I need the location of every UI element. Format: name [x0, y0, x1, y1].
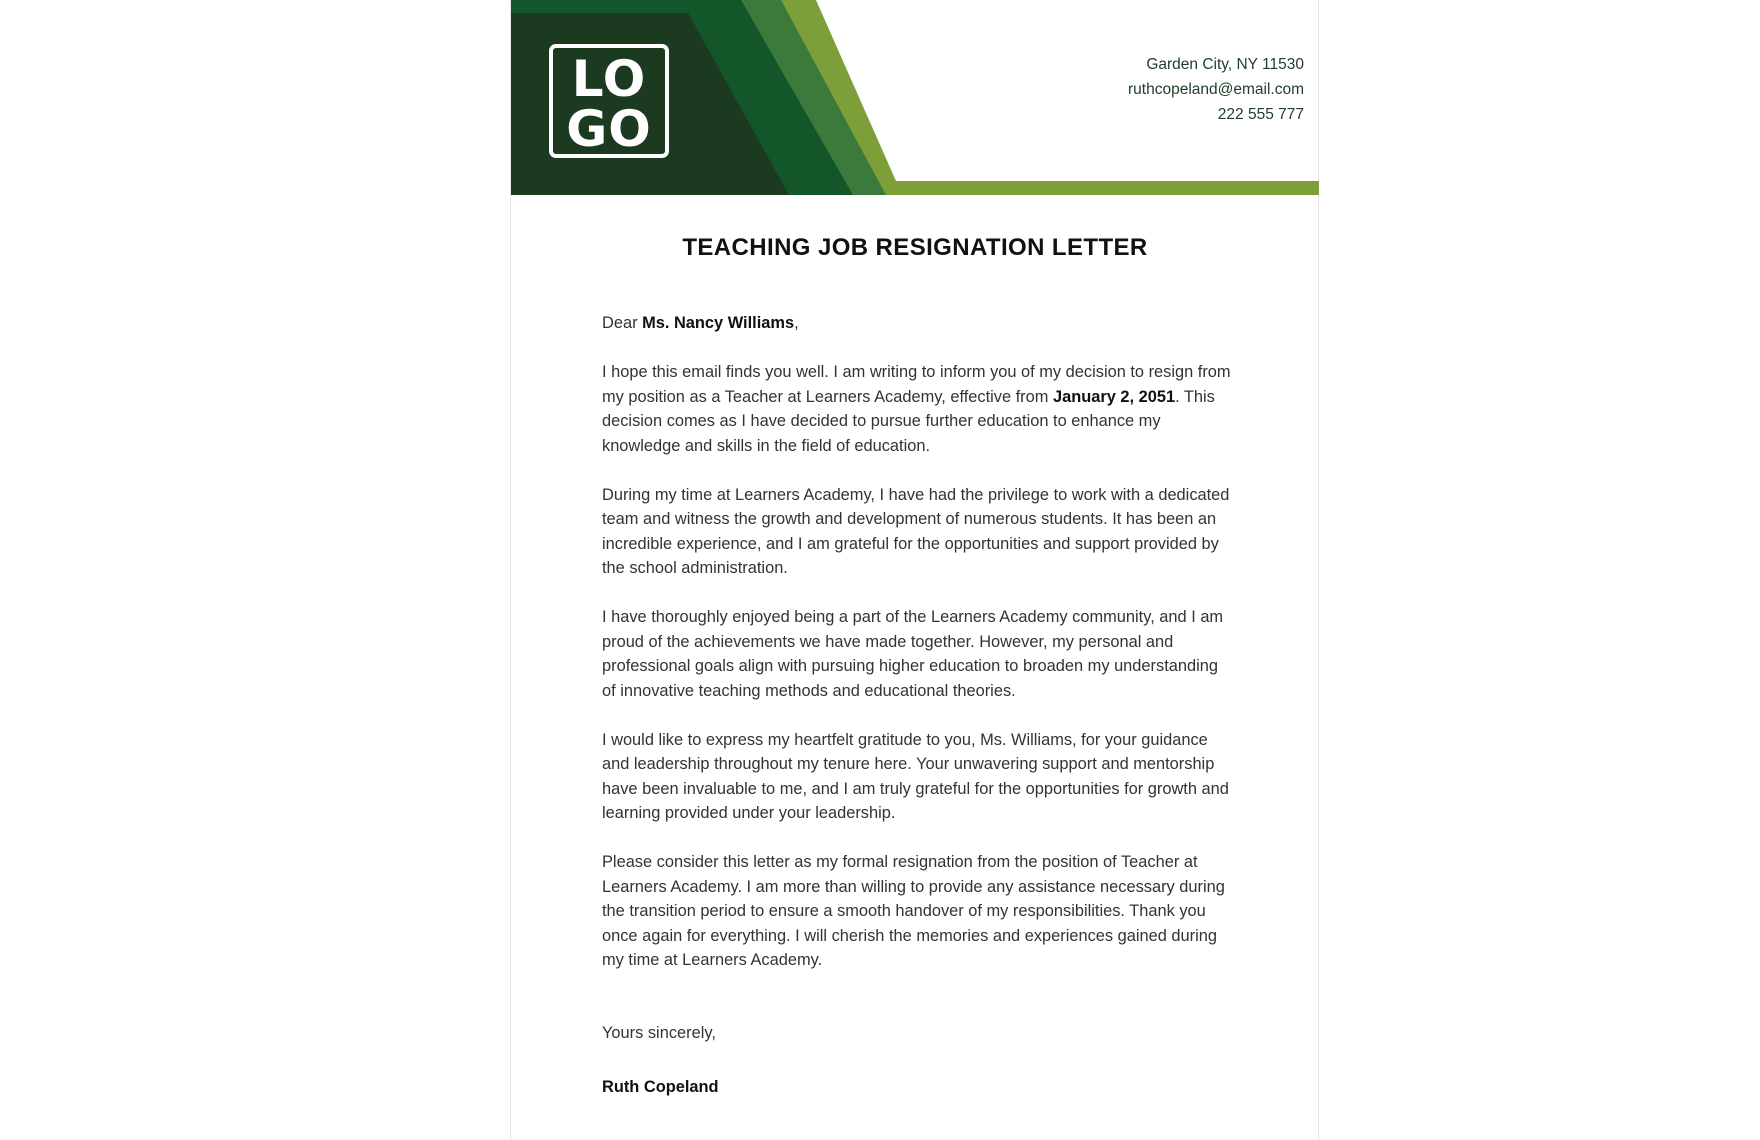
effective-date: January 2, 2051 — [1052, 387, 1176, 406]
salutation-suffix: , — [794, 314, 799, 332]
signature-name: Ruth Copeland — [602, 1078, 719, 1096]
closing: Yours sincerely, — [602, 1023, 716, 1042]
letter-title: TEACHING JOB RESIGNATION LETTER — [682, 234, 1148, 261]
logo-line-1: LO — [571, 50, 647, 108]
paragraph-4: I would like to express my heartfelt gratitude to you, Ms. Williams, for your guidance and leadership throughout my tenure here. Your unwavering support and mentorship have been invaluable to me, and I am truly grateful for the opportunities for growth and learning provided under your leadership. — [602, 730, 1229, 822]
salutation — [602, 311, 1232, 336]
paragraph-1-start: I hope this email finds you well. I am writing to inform you of my decision to resign from my position as a Teacher at Learners Academy, effective from — [602, 363, 1231, 406]
paragraph-1 — [602, 360, 1232, 458]
paragraph-2: During my time at Learners Academy, I have had the privilege to work with a dedicated team and witness the growth and development of numerous students. It has been an incredible experience, and I am grateful for the opportunities and support provided by the school administration. — [602, 485, 1230, 577]
contact-email[interactable]: ruthcopeland@email.com — [1128, 81, 1304, 98]
paragraph-1-end: . This decision comes as I have decided to pursue further education to enhance my knowledge and skills in the field of education. — [602, 387, 1215, 455]
company-logo — [549, 44, 669, 158]
paragraph-3: I have thoroughly enjoyed being a part of the Learners Academy community, and I am proud of the achievements we have made together. However, my personal and professional goals align with pursuing higher education to broaden my understanding of innovative teaching methods and educational theories. — [602, 608, 1224, 700]
paragraph-5: Please consider this letter as my formal resignation from the position of Teacher at Learners Academy. I am more than willing to provide any assistance necessary during the transition period to ensure a smooth handover of my responsibilities. Thank you once again for everything. I will cherish the memories and experiences gained during my time at Learners Academy. — [602, 853, 1225, 969]
recipient-name: Ms. Nancy Williams — [642, 314, 795, 332]
contact-phone: 222 555 777 — [1217, 106, 1304, 123]
letter-page — [510, 0, 1319, 1140]
salutation-prefix: Dear — [602, 314, 643, 332]
contact-address: Garden City, NY 11530 — [1146, 56, 1304, 73]
contact-block — [1128, 52, 1304, 127]
letter-body — [602, 311, 1232, 1124]
logo-line-2: GO — [566, 100, 652, 158]
